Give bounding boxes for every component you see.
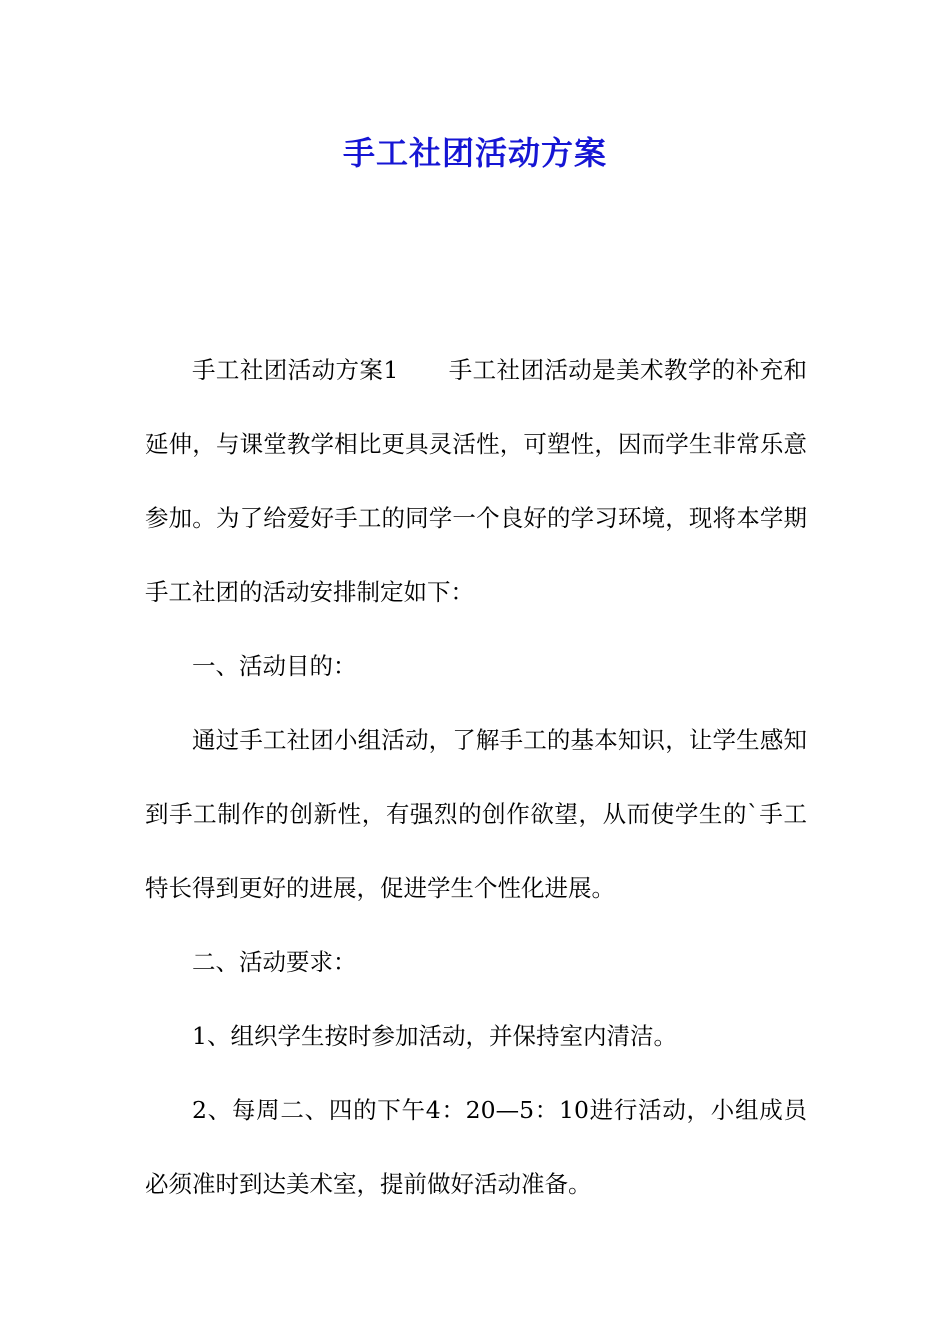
requirement-2: 2、每周二、四的下午4：20—5：10进行活动，小组成员必须准时到达美术室，提前做好活动准备。 (145, 1096, 807, 1198)
document-body (145, 333, 807, 1221)
section1-paragraph: 通过手工社团小组活动，了解手工的基本知识，让学生感知到手工制作的创新性，有强烈的创作欲望，从而使学生的`手工特长得到更好的进展，促进学生个性化进展。 (145, 726, 807, 902)
intro-heading: 手工社团活动方案1 (192, 356, 399, 384)
intro-paragraph (145, 333, 807, 629)
section2-heading: 二、活动要求： (192, 948, 357, 976)
document-title: 手工社团活动方案 (342, 134, 607, 172)
section1-heading: 一、活动目的： (192, 652, 357, 680)
intro-text: 手工社团活动是美术教学的补充和延伸，与课堂教学相比更具灵活性，可塑性，因而学生非常乐意参加。为了给爱好手工的同学一个良好的学习环境，现将本学期手工社团的活动安排制定如下： (145, 356, 808, 606)
requirement-1: 1、组织学生按时参加活动，并保持室内清洁。 (192, 1022, 677, 1050)
